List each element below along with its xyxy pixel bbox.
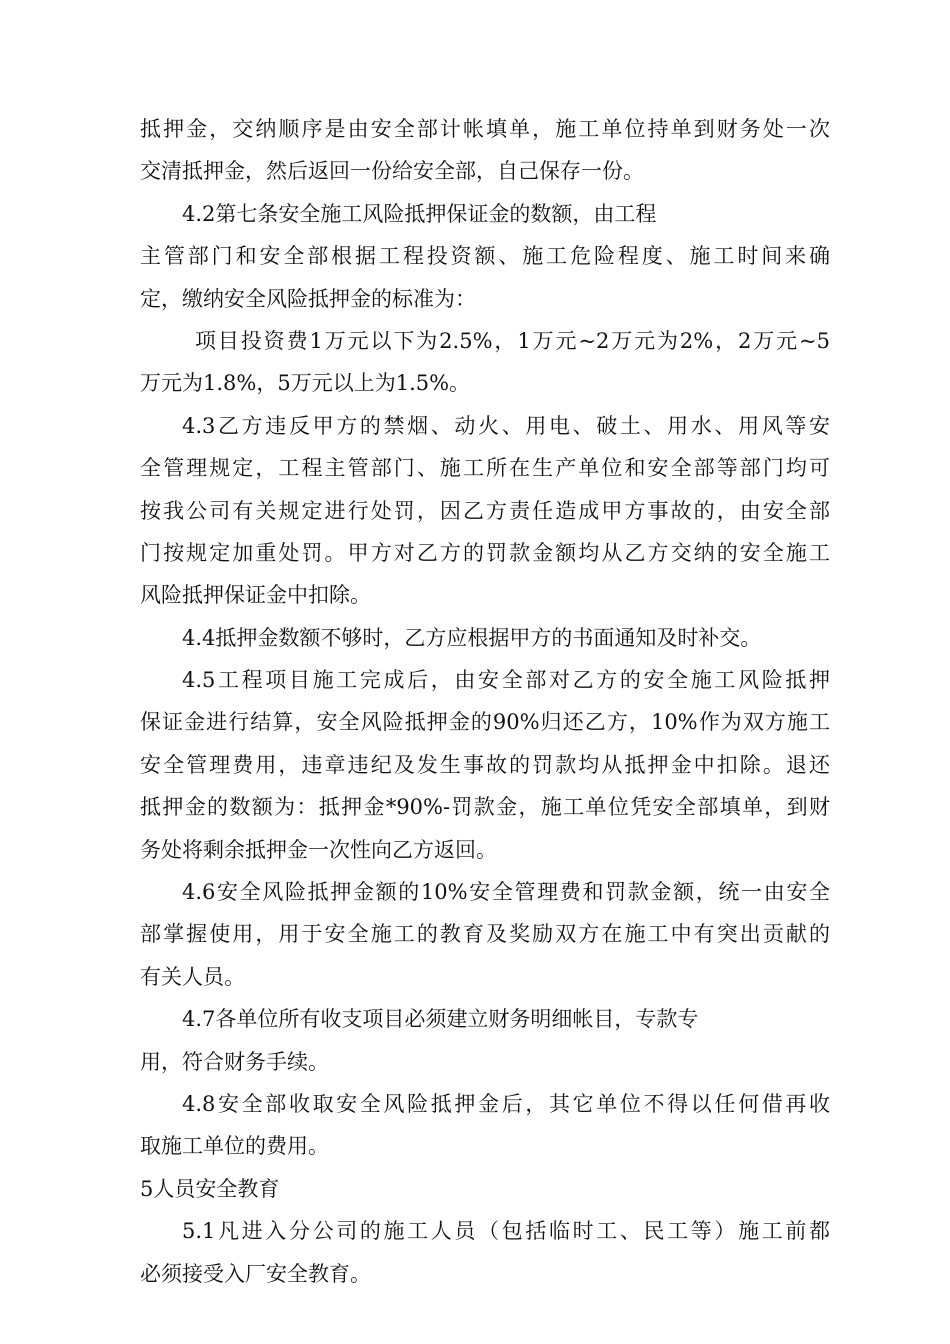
text-line: 万元为1.8%，5万元以上为1.5%。 [140,371,471,396]
text-line: 全管理规定，工程主管部门、施工所在生产单位和安全部等部门均可 [140,456,830,481]
text-line: 主管部门和安全部根据工程投资额、施工危险程度、施工时间来确 [140,244,830,269]
text-line: 按我公司有关规定进行处罚，因乙方责任造成甲方事故的，由安全部 [140,498,830,523]
section-5-1-paragraph: 5.1凡进入分公司的施工人员（包括临时工、民工等）施工前都 [182,1219,830,1244]
section-4-8-paragraph: 4.8安全部收取安全风险抵押金后，其它单位不得以任何借再收 [182,1091,830,1116]
section-4-4-paragraph: 4.4抵押金数额不够时，乙方应根据甲方的书面通知及时补交。 [182,625,762,650]
text-line: 安全管理费用，违章违纪及发生事故的罚款均从抵押金中扣除。退还 [140,752,830,777]
text-line: 抵押金，交纳顺序是由安全部计帐填单，施工单位持单到财务处一次 [140,117,830,141]
section-5-heading: 5人员安全教育 [140,1176,280,1201]
section-4-7-paragraph: 4.7各单位所有收支项目必须建立财务明细帐目，专款专 [182,1007,699,1032]
text-line: 必须接受入厂安全教育。 [140,1261,371,1286]
text-line: 用，符合财务手续。 [140,1049,329,1074]
section-4-5-paragraph: 4.5工程项目施工完成后，由安全部对乙方的安全施工风险抵押 [182,668,830,693]
text-line: 抵押金的数额为：抵押金*90%-罚款金，施工单位凭安全部填单，到财 [140,795,830,820]
text-line: 定，缴纳安全风险抵押金的标准为： [140,286,476,311]
text-line: 保证金进行结算，安全风险抵押金的90%归还乙方，10%作为双方施工 [140,710,830,735]
text-line: 门按规定加重处罚。甲方对乙方的罚款金额均从乙方交纳的安全施工 [140,540,830,565]
text-line: 部掌握使用，用于安全施工的教育及奖励双方在施工中有突出贡献的 [140,922,830,947]
text-line: 风险抵押保证金中扣除。 [140,583,371,608]
text-line: 务处将剩余抵押金一次性向乙方返回。 [140,837,497,862]
text-line: 项目投资费1万元以下为2.5%，1万元~2万元为2%，2万元~5 [195,328,830,353]
text-line: 交清抵押金，然后返回一份给安全部，自己保存一份。 [140,159,644,184]
section-4-6-paragraph: 4.6安全风险抵押金额的10%安全管理费和罚款金额，统一由安全 [182,880,830,905]
text-line: 取施工单位的费用。 [140,1134,329,1159]
section-4-2-heading: 4.2第七条安全施工风险抵押保证金的数额，由工程 [182,201,657,226]
section-4-3-paragraph: 4.3乙方违反甲方的禁烟、动火、用电、破土、用水、用风等安 [182,413,830,438]
document-body [140,108,830,1295]
text-line: 有关人员。 [140,964,245,989]
